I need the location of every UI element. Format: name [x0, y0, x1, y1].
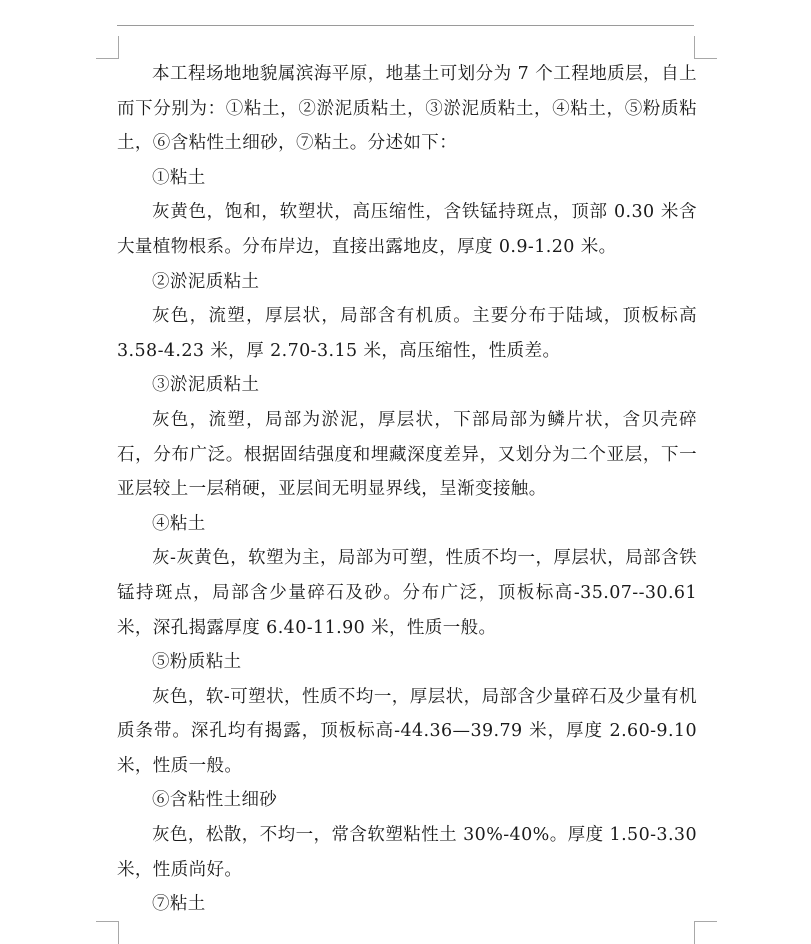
layer-1-description: 灰黄色，饱和，软塑状，高压缩性，含铁锰持斑点，顶部 0.30 米含大量植物根系。分布岸边，直接出露地皮，厚度 0.9-1.20 米。 — [117, 202, 697, 257]
layer-2-description: 灰色，流塑，厚层状，局部含有机质。主要分布于陆域，顶板标高3.58-4.23 米，厚 2.70-3.15 米，高压缩性，性质差。 — [117, 306, 697, 361]
layer-6-heading: ⑥含粘性土细砂 — [152, 790, 278, 811]
document-body — [117, 57, 697, 922]
layer-7-heading: ⑦粘土 — [152, 894, 206, 915]
layer-4-description: 灰-灰黄色，软塑为主，局部为可塑，性质不均一，厚层状，局部含铁锰持斑点，局部含少量碎石及砂。分布广泛，顶板标高-35.07--30.61米，深孔揭露厚度 6.40-11.90 米，性质一般。 — [117, 548, 697, 638]
intro-paragraph: 本工程场地地貌属滨海平原，地基土可划分为 7 个工程地质层，自上而下分别为：①粘土，②淤泥质粘土，③淤泥质粘土，④粘土，⑤粉质粘土，⑥含粘性土细砂，⑦粘土。分述如下： — [117, 64, 697, 154]
layer-2-heading: ②淤泥质粘土 — [152, 271, 260, 292]
layer-5-description: 灰色，软-可塑状，性质不均一，厚层状，局部含少量碎石及少量有机质条带。深孔均有揭露，顶板标高-44.36—39.79 米，厚度 2.60-9.10米，性质一般。 — [117, 686, 697, 776]
layer-3-heading: ③淤泥质粘土 — [152, 375, 260, 396]
margin-corner-top-right — [694, 36, 717, 59]
margin-corner-bottom-left — [96, 921, 119, 944]
layer-1-heading: ①粘土 — [152, 167, 206, 188]
layer-5-heading: ⑤粉质粘土 — [152, 652, 242, 673]
layer-3-description: 灰色，流塑，局部为淤泥，厚层状，下部局部为鳞片状，含贝壳碎石，分布广泛。根据固结强度和埋藏深度差异，又划分为二个亚层，下一亚层较上一层稍硬，亚层间无明显界线，呈渐变接触。 — [117, 409, 697, 500]
margin-corner-top-left — [96, 36, 119, 59]
layer-4-heading: ④粘土 — [152, 513, 206, 534]
page-top-rule — [117, 25, 694, 26]
margin-corner-bottom-right — [694, 921, 717, 944]
layer-6-description: 灰色，松散，不均一，常含软塑粘性土 30%-40%。厚度 1.50-3.30米，性质尚好。 — [117, 825, 697, 880]
